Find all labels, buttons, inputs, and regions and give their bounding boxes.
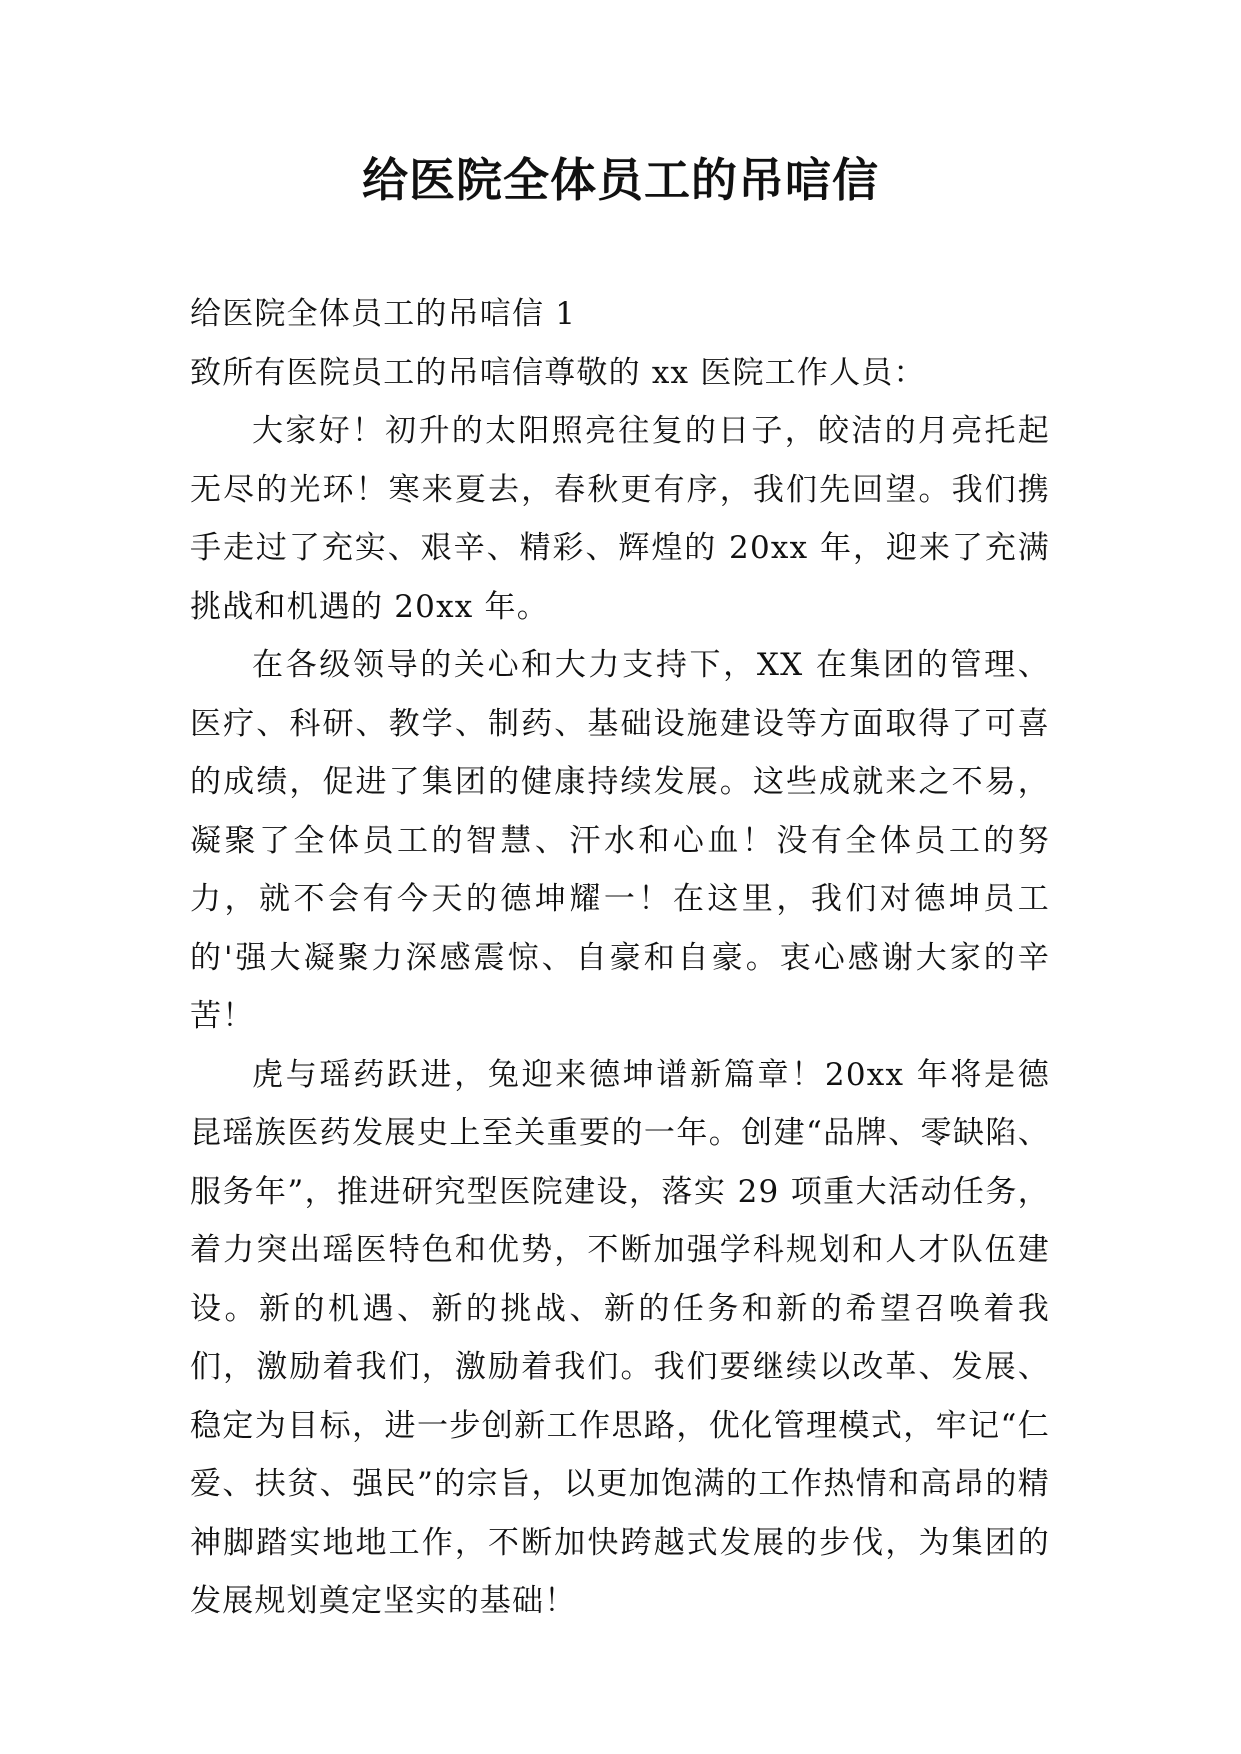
letter-salutation: 致所有医院员工的吊唁信尊敬的 xx 医院工作人员： <box>190 354 926 391</box>
document-title: 给医院全体员工的吊唁信 <box>362 153 879 207</box>
document-body <box>190 285 1050 1631</box>
letter-subtitle: 给医院全体员工的吊唁信 1 <box>190 296 577 332</box>
paragraph-3: 虎与瑶药跃进，兔迎来德坤谱新篇章！20xx 年将是德昆瑶族医药发展史上至关重要的一年。创建“品牌、零缺陷、服务年”，推进研究型医院建设，落实 29 项重大活动任务，着力突出瑶医特色和优势，不断加强学科规划和人才队伍建设。新的机遇、新的挑战、新的任务和新的希望召唤着我们，激励着我们，激励着我们。我们要继续以改革、发展、稳定为目标，进一步创新工作思路，优化管理模式，牢记“仁爱、扶贫、强民”的宗旨，以更加饱满的工作热情和高昂的精神脚踏实地地工作，不断加快跨越式发展的步伐，为集团的发展规划奠定坚实的基础！ <box>190 1056 1050 1619</box>
paragraph-1: 大家好！初升的太阳照亮往复的日子，皎洁的月亮托起无尽的光环！寒来夏去，春秋更有序，我们先回望。我们携手走过了充实、艰辛、精彩、辉煌的 20xx 年，迎来了充满挑战和机遇的 20xx 年。 <box>190 413 1050 625</box>
paragraph-2: 在各级领导的关心和大力支持下，XX 在集团的管理、医疗、科研、教学、制药、基础设施建设等方面取得了可喜的成绩，促进了集团的健康持续发展。这些成就来之不易，凝聚了全体员工的智慧、汗水和心血！没有全体员工的努力，就不会有今天的德坤耀一！在这里，我们对德坤员工的'强大凝聚力深感震惊、自豪和自豪。衷心感谢大家的辛苦！ <box>190 647 1050 1034</box>
